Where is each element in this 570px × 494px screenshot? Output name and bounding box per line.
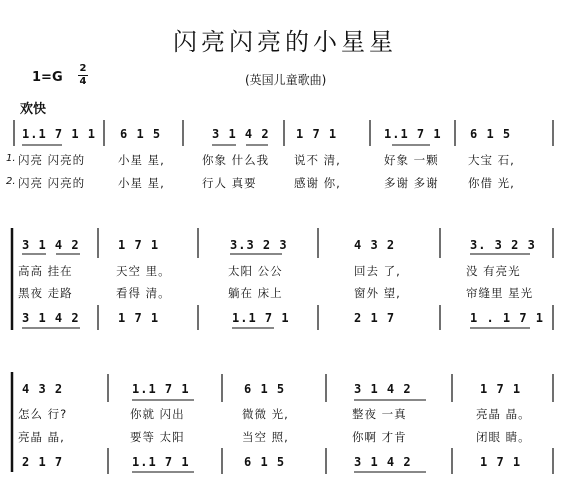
song-source: (英国儿童歌曲) [245, 73, 327, 87]
lyrics-line: 高高 挂在 [18, 264, 73, 278]
lyrics-line: 大宝 石, [468, 153, 515, 167]
lyrics-line: 躺在 床上 [228, 286, 283, 300]
measure-9-lower-notes: 1.1 7 1 [232, 311, 290, 325]
lyrics-line: 当空 照, [242, 430, 289, 444]
lyrics-line: 小星 星, [118, 176, 165, 190]
measure-10-notes: 4 3 2 [354, 238, 396, 252]
measure-13-notes: 1.1 7 1 [132, 382, 190, 396]
lyrics-line: 微微 光, [242, 407, 289, 421]
measure-11-notes: 3. 3 2 3 [470, 238, 536, 252]
lyrics-line: 你象 什么我 [202, 153, 270, 167]
lyrics-line: 窗外 望, [354, 286, 401, 300]
lyrics-line: 黑夜 走路 [18, 286, 73, 300]
lyrics-line: 你就 闪出 [130, 407, 185, 421]
lyrics-line: 亮晶 晶, [18, 430, 65, 444]
song-title: 闪亮闪亮的小星星 [173, 28, 397, 56]
measure-15-notes: 3 1 4 2 [354, 382, 412, 396]
measure-1-notes: 1.1 7 1 1 [22, 127, 97, 141]
lyrics-line: 回去 了, [354, 264, 401, 278]
lyrics-line: 天空 里。 [116, 264, 171, 278]
lyrics-line: 你啊 才肯 [352, 430, 407, 444]
lyrics-line: 行人 真要 [202, 176, 257, 190]
lyrics-line: 你借 光, [468, 176, 515, 190]
measure-7-notes: 3 1 4 2 [22, 238, 80, 252]
measure-14-lower-notes: 6 1 5 [244, 455, 286, 469]
measure-15-lower-notes: 3 1 4 2 [354, 455, 412, 469]
measure-3-notes: 3 1 4 2 [212, 127, 270, 141]
measure-8-lower-notes: 1 7 1 [118, 311, 160, 325]
measure-14-notes: 6 1 5 [244, 382, 286, 396]
lyrics-line: 说不 清, [294, 153, 341, 167]
measure-2-notes: 6 1 5 [120, 127, 162, 141]
measure-13-lower-notes: 1.1 7 1 [132, 455, 190, 469]
measure-7-lower-notes: 3 1 4 2 [22, 311, 80, 325]
lyrics-line: 帘缝里 星光 [466, 286, 534, 300]
lyrics-line: 怎么 行? [18, 407, 68, 421]
measure-12-lower-notes: 2 1 7 [22, 455, 64, 469]
key-signature: 1=G [32, 70, 63, 85]
lyrics-line: 整夜 一真 [352, 407, 407, 421]
lyrics-line: 闭眼 睛。 [476, 430, 531, 444]
measure-11-lower-notes: 1 . 1 7 1 [470, 311, 545, 325]
verse-number-1: 1. [6, 153, 16, 164]
measure-4-notes: 1 7 1 [296, 127, 338, 141]
measure-16-notes: 1 7 1 [480, 382, 522, 396]
time-signature-top: 2 [79, 63, 87, 74]
lyrics-line: 感谢 你, [294, 176, 341, 190]
lyrics-line: 没 有亮光 [466, 264, 521, 278]
measure-6-notes: 6 1 5 [470, 127, 512, 141]
lyrics-line: 多谢 多谢 [384, 176, 439, 190]
measure-16-lower-notes: 1 7 1 [480, 455, 522, 469]
measure-8-notes: 1 7 1 [118, 238, 160, 252]
measure-10-lower-notes: 2 1 7 [354, 311, 396, 325]
lyrics-line: 看得 清。 [116, 286, 171, 300]
measure-5-notes: 1.1 7 1 [384, 127, 442, 141]
lyrics-line: 好象 一颗 [384, 153, 439, 167]
measure-9-notes: 3.3 2 3 [230, 238, 288, 252]
lyrics-line: 闪亮 闪亮的 [18, 153, 86, 167]
tempo-marking: 欢快 [20, 102, 47, 117]
verse-number-2: 2. [6, 176, 16, 187]
time-signature-bottom: 4 [79, 76, 87, 87]
lyrics-line: 闪亮 闪亮的 [18, 176, 86, 190]
lyrics-line: 太阳 公公 [228, 264, 283, 278]
lyrics-line: 亮晶 晶。 [476, 407, 531, 421]
lyrics-line: 小星 星, [118, 153, 165, 167]
lyrics-line: 要等 太阳 [130, 430, 185, 444]
measure-12-notes: 4 3 2 [22, 382, 64, 396]
